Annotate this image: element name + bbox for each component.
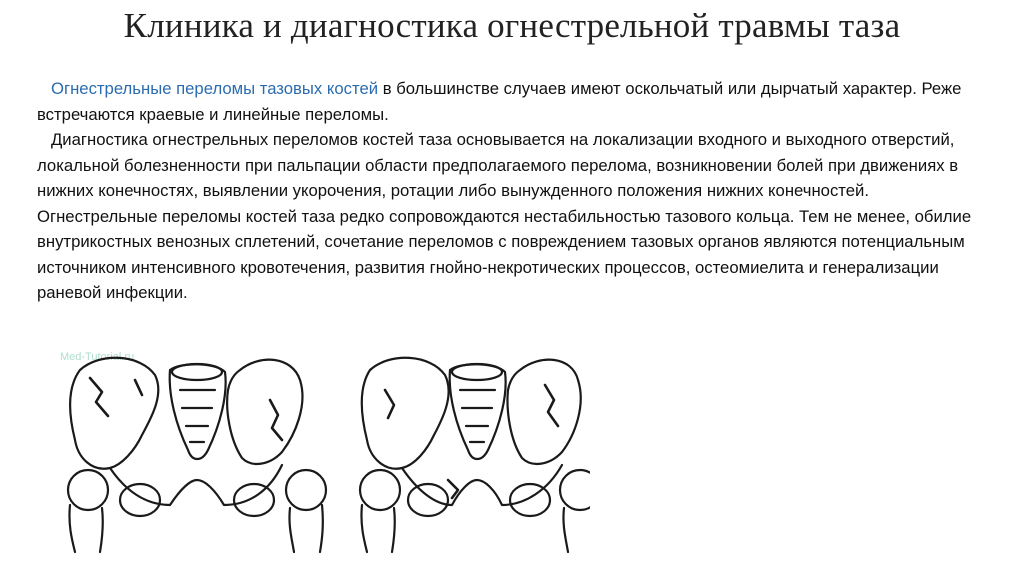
highlighted-term: Огнестрельные переломы тазовых костей — [51, 79, 379, 98]
pelvis-illustration — [30, 340, 590, 555]
paragraph-1 — [37, 76, 992, 127]
pelvis-right-drawing — [360, 358, 590, 552]
paragraph-2: Диагностика огнестрельных переломов костей таза основывается на локализации входного и выходного отверстий, локальной болезненности при пальпации области предполагаемого перелома, возникновении болей при движениях в нижних конечностях, выявлении укорочения, ротации либо вынужденного положения нижних конечностей. Огнестрельные переломы костей таза редко сопровождаются нестабильностью тазового кольца. Тем не менее, обилие внутрикостных венозных сплетений, сочетание переломов с повреждением тазовых органов являются потенциальным источником интенсивного кровотечения, развития гнойно-некротических процессов, остеомиелита и генерализации раневой инфекции. — [37, 130, 972, 302]
paragraph-1-text: в большинстве случаев имеют оскольчатый или дырчатый характер. Реже встречаются краевые и линейные переломы. — [37, 79, 962, 124]
body-text — [37, 76, 992, 306]
slide-title: Клиника и диагностика огнестрельной травмы таза — [123, 6, 901, 45]
watermark: Med-Tutorial.ru — [60, 351, 135, 363]
pelvis-left-drawing — [68, 358, 326, 552]
